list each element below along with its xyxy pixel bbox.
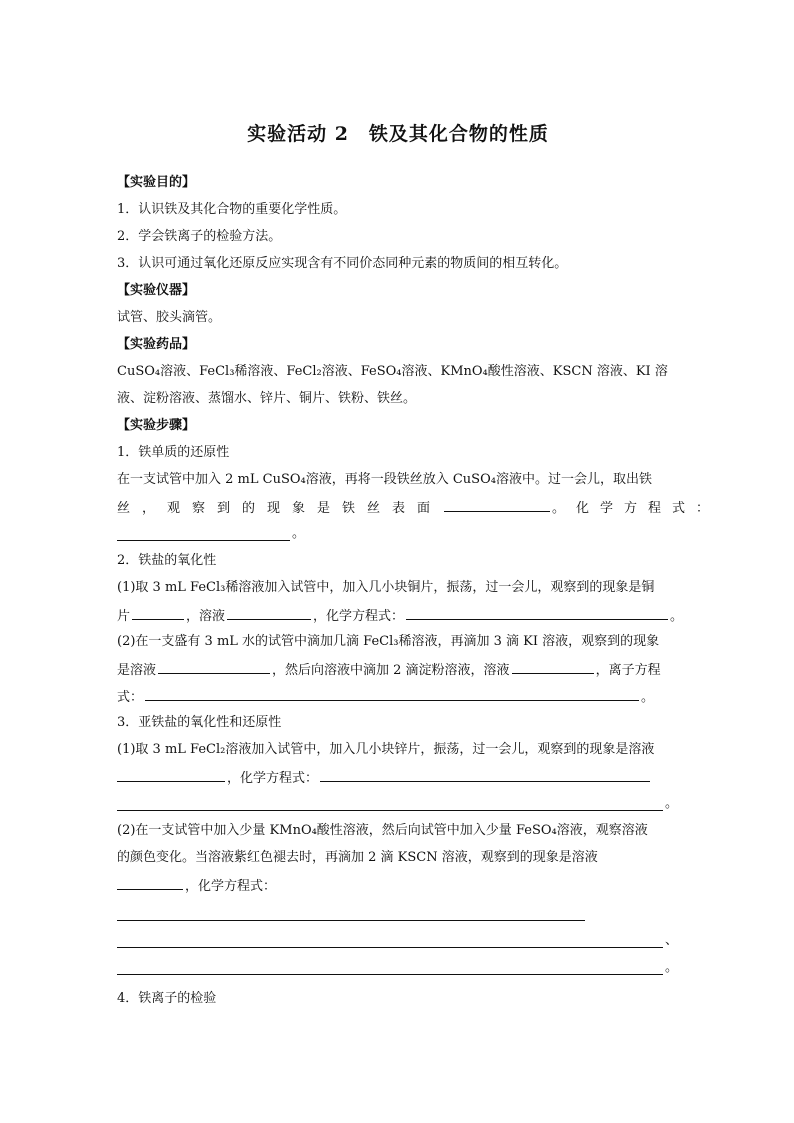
- step2-p1-end: 。: [670, 609, 684, 624]
- step1-blank-surface[interactable]: [444, 499, 550, 512]
- step3-p2-text-b: ，化学方程式：: [185, 879, 277, 894]
- step3-p1-text-b: ，化学方程式：: [227, 771, 319, 786]
- step3-p1-blank-equation[interactable]: [320, 769, 650, 782]
- purpose-item-3: 3．认识可通过氧化还原反应实现含有不同价态同种元素的物质间的相互转化。: [117, 256, 568, 271]
- step1-line-3-end: 。: [292, 526, 306, 541]
- step3-p2-blank-equation-1[interactable]: [117, 920, 585, 921]
- step3-p2-blank-equation-2[interactable]: [117, 947, 663, 948]
- step3-p2-line-3: [117, 877, 276, 895]
- step3-p1-line-1: (1)取 3 mL FeCl₂溶液加入试管中，加入几小块锌片，振荡，过一会儿，观察到的现象是溶液: [117, 742, 655, 757]
- step2-p2-text-d: 式：: [117, 690, 144, 705]
- step2-p2-blank-ion-equation[interactable]: [145, 688, 639, 701]
- step3-p2-blank-equation-3[interactable]: [117, 974, 663, 975]
- reagents-line-1: CuSO₄溶液、FeCl₃稀溶液、FeCl₂溶液、FeSO₄溶液、KMnO₄酸性溶液、KSCN 溶液、KI 溶: [117, 364, 668, 379]
- step2-p2-blank-starch[interactable]: [512, 661, 594, 674]
- step2-p1-text-a: 片: [117, 609, 131, 624]
- purpose-heading: 【实验目的】: [117, 175, 196, 190]
- step3-p2-sep: 、: [665, 933, 679, 948]
- step1-line-1: 在一支试管中加入 2 mL CuSO₄溶液，再将一段铁丝放入 CuSO₄溶液中。过一会儿，取出铁: [117, 472, 652, 487]
- step1-text-a: 丝，观察到的现象是铁丝表面: [117, 501, 443, 516]
- step2-p1-blank-equation[interactable]: [406, 607, 668, 620]
- step1-text-b: 。化学方程式：: [552, 501, 721, 516]
- step3-title: 3．亚铁盐的氧化性和还原性: [117, 715, 282, 730]
- step2-p2-line-2: [117, 661, 661, 679]
- step2-p2-text-c: ，离子方程: [595, 663, 661, 678]
- step2-p2-line-1: (2)在一支盛有 3 mL 水的试管中滴加几滴 FeCl₃稀溶液，再滴加 3 滴 KI 溶液，观察到的现象: [117, 634, 660, 649]
- instruments-text: 试管、胶头滴管。: [117, 310, 222, 325]
- reagents-line-2: 液、淀粉溶液、蒸馏水、锌片、铜片、铁粉、铁丝。: [117, 391, 417, 406]
- step2-title: 2．铁盐的氧化性: [117, 553, 217, 568]
- purpose-item-1: 1．认识铁及其化合物的重要化学性质。: [117, 202, 347, 217]
- step2-p2-line-3: [117, 688, 654, 706]
- step3-p2-line-1: (2)在一支试管中加入少量 KMnO₄酸性溶液，然后向试管中加入少量 FeSO₄溶液，观察溶液: [117, 823, 648, 838]
- step2-p1-line-2: [117, 607, 683, 625]
- step1-line-2: [117, 499, 721, 517]
- step3-p2-blank-solution[interactable]: [117, 877, 183, 890]
- step3-p1-line-2: [117, 769, 652, 787]
- step2-p2-text-a: 是溶液: [117, 663, 157, 678]
- step1-title: 1．铁单质的还原性: [117, 445, 230, 460]
- step2-p2-text-b: ，然后向溶液中滴加 2 滴淀粉溶液，溶液: [272, 663, 510, 678]
- step2-p1-blank-copper[interactable]: [132, 607, 184, 620]
- step3-p1-end: 。: [665, 796, 679, 811]
- step4-title: 4．铁离子的检验: [117, 991, 217, 1006]
- step2-p2-end: 。: [641, 690, 655, 705]
- reagents-heading: 【实验药品】: [117, 337, 196, 352]
- step3-p2-line-2: 的颜色变化。当溶液紫红色褪去时，再滴加 2 滴 KSCN 溶液，观察到的现象是溶液: [117, 850, 598, 865]
- step3-p2-end: 。: [665, 960, 679, 975]
- step2-p1-blank-solution[interactable]: [227, 607, 311, 620]
- step2-p1-text-b: ，溶液: [186, 609, 226, 624]
- step2-p1-text-c: ，化学方程式：: [313, 609, 405, 624]
- step1-blank-equation[interactable]: [117, 540, 290, 541]
- step2-p1-line-1: (1)取 3 mL FeCl₃稀溶液加入试管中，加入几小块铜片，振荡，过一会儿，观察到的现象是铜: [117, 580, 655, 595]
- step3-p1-blank-solution[interactable]: [117, 769, 225, 782]
- purpose-item-2: 2．学会铁离子的检验方法。: [117, 229, 282, 244]
- steps-heading: 【实验步骤】: [117, 418, 196, 433]
- step3-p1-blank-equation-cont[interactable]: [117, 810, 663, 811]
- step2-p2-blank-solution[interactable]: [158, 661, 270, 674]
- page-title: 实验活动 2 铁及其化合物的性质: [247, 123, 549, 145]
- instruments-heading: 【实验仪器】: [117, 283, 196, 298]
